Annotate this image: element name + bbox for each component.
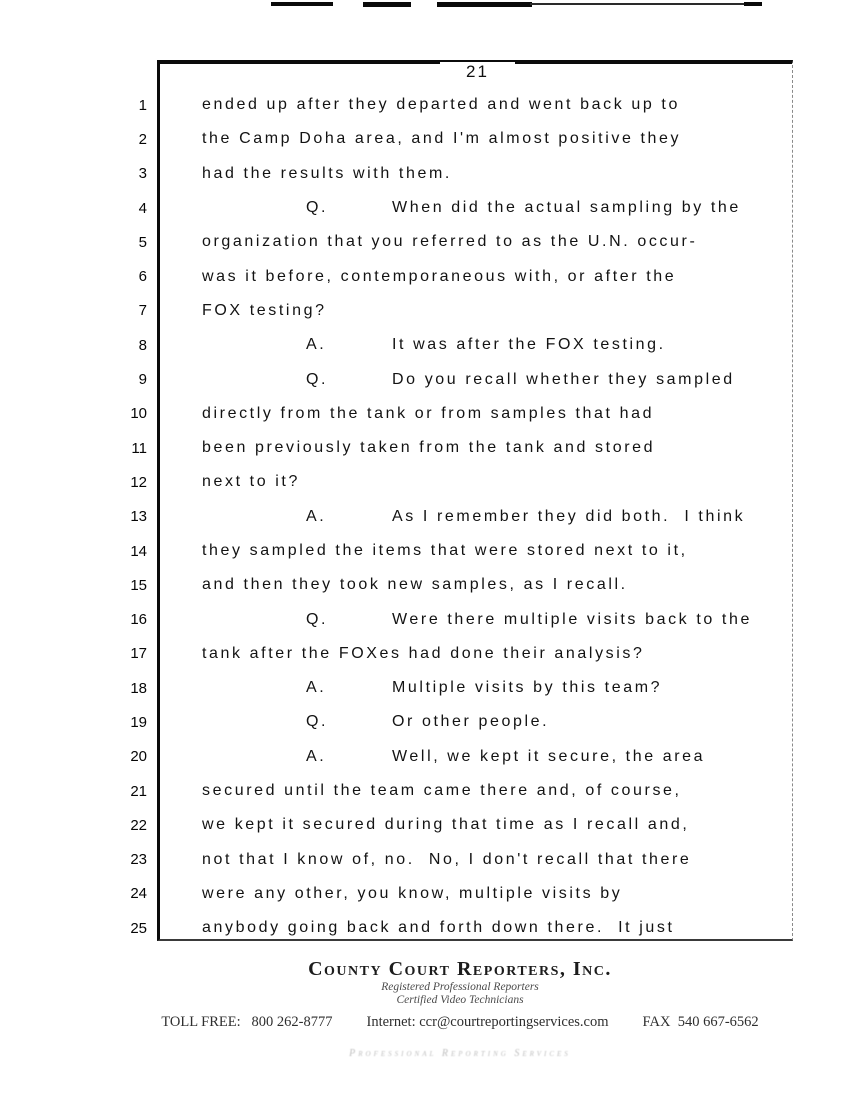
speaker-label: Q. [306, 610, 329, 628]
line-number: 13 [130, 508, 147, 526]
line-text: Q. Were there multiple visits back to the [306, 610, 752, 628]
line-text: Q. Or other people. [306, 713, 550, 731]
line-number: 14 [130, 542, 147, 560]
line-text: tank after the FOXes had done their analysis? [202, 644, 645, 662]
transcript-line [0, 877, 793, 911]
line-text: the Camp Doha area, and I'm almost positive they [202, 130, 682, 148]
transcript-line [0, 602, 793, 636]
speaker-label: A. [306, 747, 327, 765]
transcript-line [0, 774, 793, 808]
line-number: 10 [130, 405, 147, 423]
transcript-line [0, 259, 793, 293]
speaker-label: Q. [306, 370, 329, 388]
line-number: 4 [138, 199, 147, 217]
scan-artifact-line [744, 2, 762, 6]
transcript-line [0, 157, 793, 191]
line-number: 18 [130, 679, 147, 697]
footer-subtitle-certified: Certified Video Technicians [396, 994, 524, 1006]
fax-number: FAX 540 667-6562 [642, 1014, 759, 1030]
line-number: 2 [138, 130, 147, 148]
transcript-body [0, 88, 793, 945]
transcript-line [0, 122, 793, 156]
line-text: anybody going back and forth down there. It just [202, 919, 675, 937]
line-number: 6 [138, 268, 147, 286]
speaker-label: A. [306, 679, 327, 697]
transcript-line [0, 705, 793, 739]
scan-artifact-line [530, 3, 758, 5]
transcript-line [0, 88, 793, 122]
scan-artifact-line [271, 2, 333, 6]
line-number: 15 [130, 576, 147, 594]
line-number: 19 [130, 713, 147, 731]
line-number: 1 [138, 96, 147, 114]
line-number: 11 [131, 439, 147, 457]
speaker-label: A. [306, 507, 327, 525]
speaker-label: Q. [306, 199, 329, 217]
line-text: FOX testing? [202, 301, 327, 319]
line-text: had the results with them. [202, 164, 452, 182]
line-number: 8 [138, 336, 147, 354]
line-text: secured until the team came there and, of course, [202, 782, 682, 800]
line-text: been previously taken from the tank and stored [202, 439, 656, 457]
transcript-line [0, 294, 793, 328]
transcript-line [0, 740, 793, 774]
transcript-line [0, 534, 793, 568]
line-number: 22 [130, 816, 147, 834]
line-number: 7 [138, 302, 147, 320]
line-text: were any other, you know, multiple visits by [202, 884, 623, 902]
line-number: 16 [130, 611, 147, 629]
speaker-label: A. [306, 336, 327, 354]
line-number: 9 [138, 371, 147, 389]
transcript-line [0, 362, 793, 396]
line-text: Q. When did the actual sampling by the [306, 199, 741, 217]
scan-artifact-line [437, 2, 532, 7]
line-number: 23 [130, 851, 147, 869]
line-text: was it before, contemporaneous with, or after the [202, 267, 677, 285]
transcript-line [0, 431, 793, 465]
speaker-label: Q. [306, 713, 329, 731]
line-text: not that I know of, no. No, I don't recall that there [202, 850, 692, 868]
transcript-line [0, 500, 793, 534]
transcript-line [0, 911, 793, 945]
line-text: they sampled the items that were stored next to it, [202, 542, 688, 559]
company-name: County Court Reporters, Inc. [308, 958, 612, 980]
line-text: ended up after they departed and went back up to [202, 96, 680, 114]
line-text: Q. Do you recall whether they sampled [306, 370, 735, 388]
transcript-line [0, 671, 793, 705]
line-number: 17 [130, 645, 147, 663]
transcript-line [0, 328, 793, 362]
line-text: we kept it secured during that time as I recall and, [202, 816, 690, 834]
line-text: A. It was after the FOX testing. [306, 336, 666, 354]
line-number: 12 [130, 473, 147, 491]
line-number: 20 [130, 748, 147, 766]
line-number: 25 [130, 919, 147, 937]
line-number: 3 [138, 165, 147, 183]
transcript-line [0, 843, 793, 877]
line-text: next to it? [202, 473, 300, 491]
line-text: and then they took new samples, as I recall. [202, 576, 628, 594]
transcript-line [0, 808, 793, 842]
page-number: 21 [440, 62, 515, 82]
footer-subtitle-registered: Registered Professional Reporters [381, 981, 539, 993]
footer-contact-line [65, 1014, 850, 1031]
transcript-line [0, 397, 793, 431]
internet-address: Internet: ccr@courtreportingservices.com [366, 1014, 609, 1030]
line-text: organization that you referred to as the U.N. occur- [202, 233, 698, 251]
line-text: A. Multiple visits by this team? [306, 679, 663, 697]
transcript-line [0, 637, 793, 671]
line-text: A. As I remember they did both. I think [306, 507, 746, 525]
footer-tagline: Professional Reporting Services [349, 1048, 571, 1059]
reporter-footer [65, 958, 850, 1059]
scan-artifact-line [363, 2, 411, 7]
line-number: 21 [130, 782, 147, 800]
transcript-line [0, 465, 793, 499]
line-text: A. Well, we kept it secure, the area [306, 747, 706, 765]
line-text: directly from the tank or from samples that had [202, 404, 655, 422]
transcript-line [0, 568, 793, 602]
transcript-line [0, 191, 793, 225]
line-number: 5 [138, 233, 147, 251]
line-number: 24 [130, 885, 147, 903]
transcript-line [0, 225, 793, 259]
toll-free-number: TOLL FREE: 800 262-8777 [161, 1014, 333, 1030]
